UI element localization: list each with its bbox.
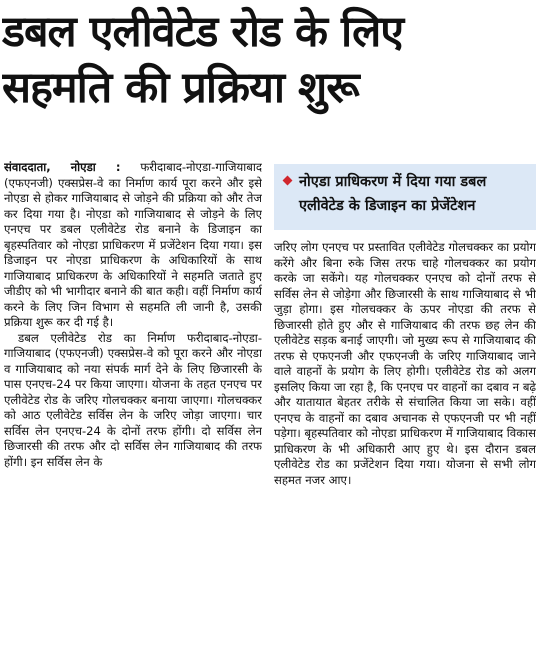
article-paragraph-3: जरिए लोग एनएच पर प्रस्तावित एलीवेटेड गोलचक्कर का प्रयोग करेंगे और बिना रुके जिस तरफ चाहे गोलचक्कर का प्रयोग करके जा सकेंगे। यह गोलचक्कर एनएच को दोनों तरफ से सर्विस लेन से जोड़ेगा और छिजारसी के साथ गाजियाबाद से भी जुड़ा होगा। इस गोलचक्कर के ऊपर नोएडा की तरफ से छिजारसी होते हुए और से गाजियाबाद की तरफ छह लेन की एलीवेटेड सड़क बनाई जाएगी। जो मुख्य रूप से गाजियाबाद की तरफ से एफएनजी और एफएनजी के जरिए गाजियाबाद जाने वाले वाहनों के प्रयोग के लिए होगी। एलीवेटेड रोड को अलग इसलिए किया जा रहा है, कि एनएच पर वाहनों का दबाव न बढ़े और यातायात बेहतर तरीके से संचालित किया जा सके। वहीं एनएच के वाहनों का दबाव अचानक से एफएनजी पर भी नहीं पड़ेगा। बृहस्पतिवार को नोएडा प्राधिकरण में गाजियाबाद विकास प्राधिकरण के भी अधिकारी आए हुए थे। इस दौरान डबल एलीवेटेड रोड का प्रजेंटेशन दिया गया। योजना से सभी लोग सहमत नजर आए। [274, 240, 536, 487]
headline-line-2: सहमति की प्रक्रिया शुरू [2, 63, 359, 113]
byline: संवाददाता, नोएडा : [4, 160, 121, 174]
article-left-column [4, 160, 262, 652]
highlight-box-text: नोएडा प्राधिकरण में दिया गया डबल एलीवेटेड के डिजाइन का प्रेजेंटेशन [299, 174, 487, 214]
article-right-column [274, 240, 536, 648]
article-paragraph-2: डबल एलीवेटेड रोड का निर्माण फरीदाबाद-नोएडा-गाजियाबाद (एफएनजी) एक्सप्रेस-वे को पूरा करने और नोएडा व गाजियाबाद को नया संपर्क मार्ग देने के लिए छिजारसी के पास एनएच-24 पर किया जाएगा। योजना के तहत एनएच पर एलीवेटेड रोड के जरिए गोलचक्कर बनाया जाएगा। गोलचक्कर को आठ एलीवेटेड सर्विस लेन के जरिए जोड़ा जाएगा। चार सर्विस लेन एनएच-24 के दोनों तरफ होंगी। दो सर्विस लेन छिजारसी की तरफ और दो सर्विस लेन गाजियाबाद की तरफ होंगी। इन सर्विस लेन के [4, 330, 262, 469]
highlight-box [274, 164, 536, 230]
headline-line-1: डबल एलीवेटेड रोड के लिए [2, 7, 404, 57]
red-diamond-icon [283, 176, 293, 186]
headline [2, 4, 536, 116]
article-paragraph-1 [4, 160, 262, 331]
article-paragraph-1-text: फरीदाबाद-नोएडा-गाजियाबाद (एफएनजी) एक्सप्रेस-वे का निर्माण कार्य पूरा करने और इसे नोएडा से होकर गाजियाबाद से जोड़ने की प्रक्रिया को और तेज कर दिया गया है। नोएडा को गाजियाबाद से जोड़ने के लिए एनएच पर डबल एलीवेटेड रोड बनाने के डिजाइन का बृहस्पतिवार को नोएडा प्राधिकरण में प्रजेंटेशन दिया गया। इस डिजाइन पर नोएडा प्राधिकरण के अधिकारियों के साथ गाजियाबाद प्राधिकरण के अधिकारियों ने सहमति जताते हुए जीडीए को भी भागीदार बनाने की बात कही। वहीं निर्माण कार्य करने के लिए जिन विभाग से सहमति ली जानी है, उसकी प्रक्रिया शुरू कर दी गई है। [4, 160, 262, 329]
